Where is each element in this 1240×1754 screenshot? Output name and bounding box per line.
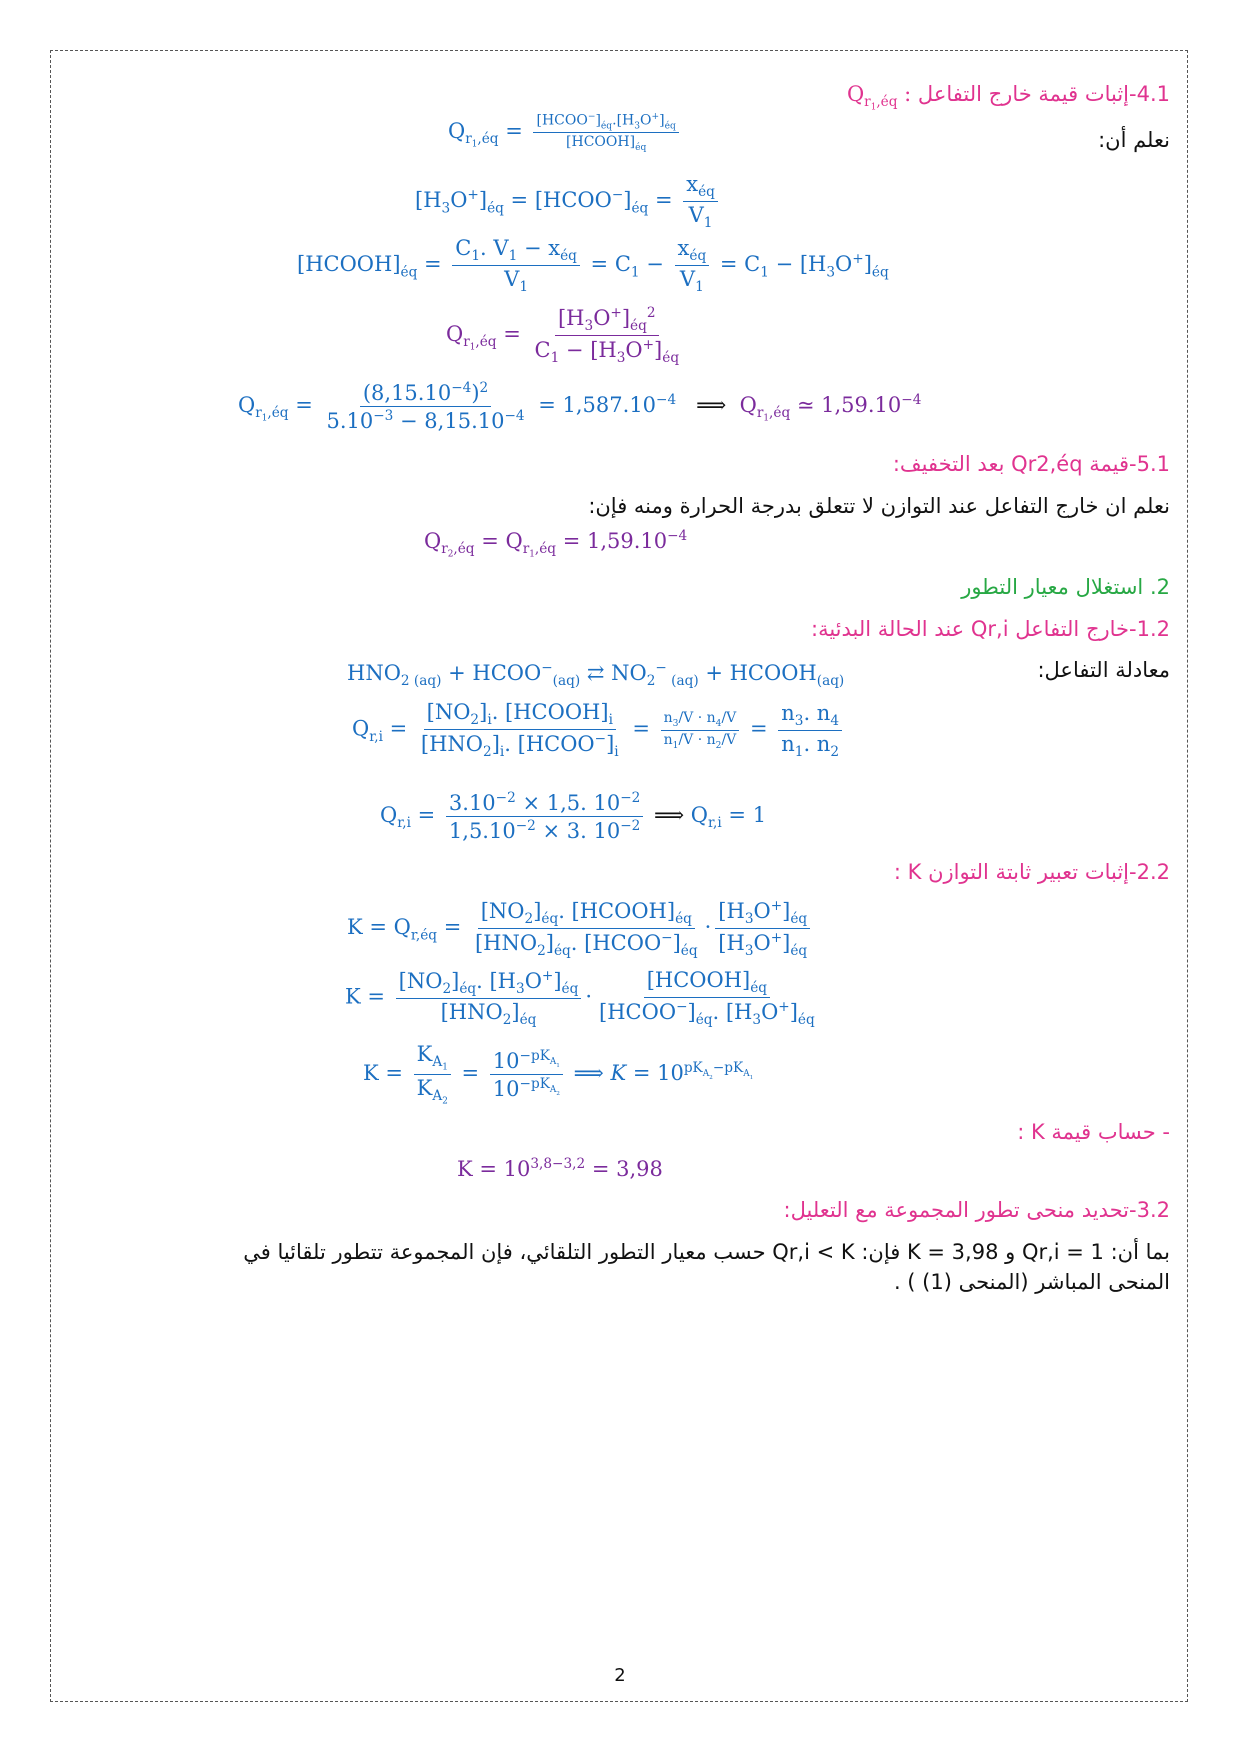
title-symbol: $Q_{r_1,éq}$ : xyxy=(846,82,912,113)
k-calc-title: - حساب قيمة K : xyxy=(1017,1120,1170,1144)
equation-qr1-simplified: $Q_{r_1,éq}$ = $\frac{[H_3O^+]_{éq}^2}{C_1 - [H_3O^+]_{éq}}$ xyxy=(446,305,680,367)
reaction-label: معادلة التفاعل: xyxy=(1037,658,1170,682)
section-4-1-title: 4.1-إثبات قيمة خارج التفاعل $Q_{r_1,éq}$ : xyxy=(846,82,1170,113)
section-5-1-title: 5.1-قيمة Qr2,éq بعد التخفيف: xyxy=(892,452,1170,476)
intro-text: نعلم أن: xyxy=(1098,128,1170,152)
section-2-title: 2. استغلال معيار التطور xyxy=(961,575,1170,599)
page-number: 2 xyxy=(614,1665,626,1686)
conclusion-line1: بما أن: Qr,i = 1 و K = 3,98 فإن: Qr,i < K حسب معيار التطور التلقائي، فإن المجموعة تتطور تلقائيا في xyxy=(243,1240,1170,1264)
section-1-2-title: 1.2-خارج التفاعل Qr,i عند الحالة البدئية: xyxy=(811,617,1170,641)
equation-hcooh: $[HCOOH]_{éq}$ = $\frac{C_1. V_1 - x_{éq}}{V_1}$ = $C_1$ − $\frac{x_{éq}}{V_1}$ = $C_1 - [H_3O^+]_{éq}$ xyxy=(297,236,889,296)
equation-qr1: $Q_{r_1,éq}$ = $\frac{[HCOO^-]_{éq}.[H_3O^+]_{éq}}{[HCOOH]_{éq}}$ xyxy=(448,112,683,153)
equation-qri-numeric: $Q_{r,i}$ = $\frac{3.10^{-2} \times 1,5. 10^{-2}}{1,5.10^{-2} \times 3. 10^{-2}}$ ⟹ $Q_{r,i} = 1$ xyxy=(380,790,767,843)
section-3-2-title: 3.2-تحديد منحى تطور المجموعة مع التعليل: xyxy=(783,1198,1170,1222)
equation-qri-expression: $Q_{r,i}$ = $\frac{[NO_2]_i. [HCOOH]_i}{[HNO_2]_i. [HCOO^-]_i}$ = $\frac{n_3/V \cdot n_4/V}{n_1/V \cdot n_2/V}$ = $\frac{n_3. n_4}{n_1. n_2}$ xyxy=(352,700,846,760)
equation-h3o: $[H_3O^+]_{éq}$ = $[HCOO^-]_{éq}$ = $\frac{x_{éq}}{V_1}$ xyxy=(415,172,722,231)
k-calc-value: $K = 10^{3,8-3,2} = 3,98$ xyxy=(457,1156,663,1181)
equation-k-step3: K = $\frac{K_{A_1}}{K_{A_2}}$ = $\frac{10^{-pK_{A_1}}}{10^{-pK_{A_2}}}$ ⟹ $K = 10^{pK_{A_2}-pK_{A_1}}$ xyxy=(363,1042,754,1107)
section-5-1-text: نعلم ان خارج التفاعل عند التوازن لا تتعلق بدرجة الحرارة ومنه فإن: xyxy=(588,494,1170,518)
equation-qr1-numeric: $Q_{r_1,éq}$ = $\frac{(8,15.10^{-4})^2}{5.10^{-3} - 8,15.10^{-4}}$ = $1,587.10^{-4}$ ⟹ $Q_{r_1,éq}$ ≃ $1,59.10^{-4}$ xyxy=(238,380,922,433)
equation-k-step1: $K = Q_{r,éq}$ = $\frac{[NO_2]_{éq}. [HCOOH]_{éq}}{[HNO_2]_{éq}. [HCOO^-]_{éq}}$ · $\frac{[H_3O^+]_{éq}}{[H_3O^+]_{éq}}$ xyxy=(347,898,814,959)
conclusion-line2: المنحى المباشر (المنحى (1) ) . xyxy=(893,1270,1170,1294)
equation-k-step2: K = $\frac{[NO_2]_{éq}. [H_3O^+]_{éq}}{[HNO_2]_{éq}}$ · $\frac{[HCOOH]_{éq}}{[HCOO^-]_{éq}. [H_3O^+]_{éq}}$ xyxy=(345,968,815,1029)
section-2-2-title: 2.2-إثبات تعبير ثابتة التوازن K : xyxy=(893,860,1170,884)
reaction-equation: $HNO_{2 (aq)}$ + $HCOO^-_{(aq)}$ ⇄ $NO_2^-$ $_{(aq)} + HCOOH_{(aq)}$ xyxy=(347,660,845,690)
equation-qr2: $Q_{r_2,éq} = Q_{r_1,éq} = 1,59.10^{-4}$ xyxy=(424,528,688,560)
